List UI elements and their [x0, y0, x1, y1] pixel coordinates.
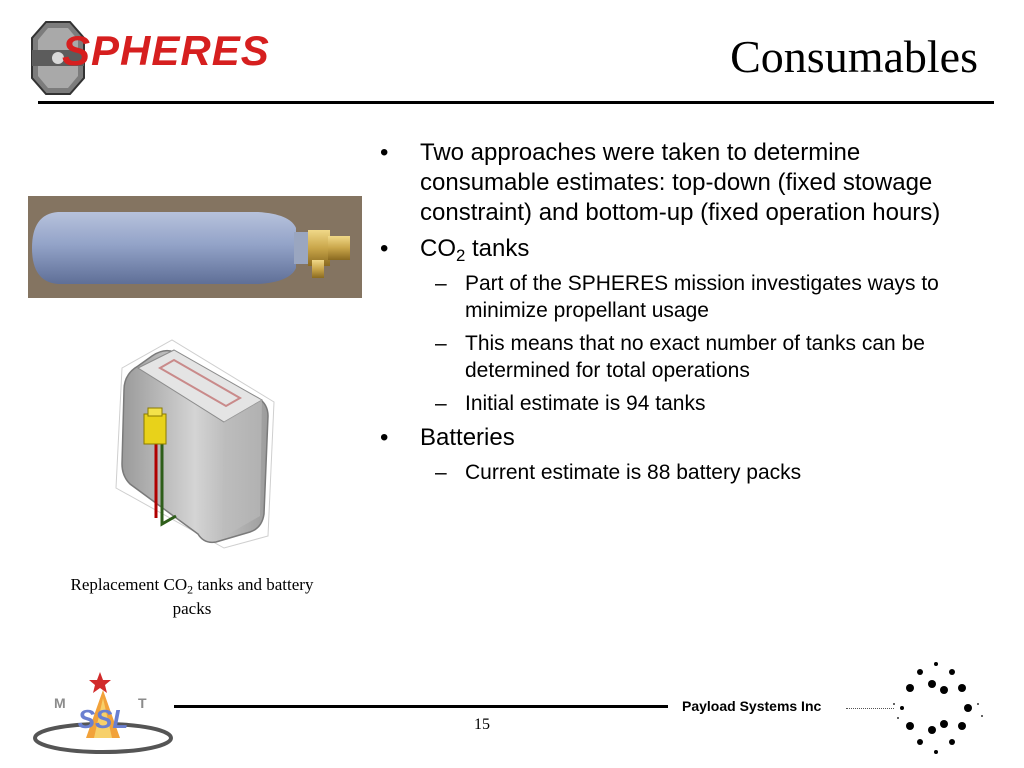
- sub-bullet-battery-estimate: – Current estimate is 88 battery packs: [435, 461, 802, 484]
- spheres-logo-text: SPHERES: [62, 27, 270, 74]
- bullet-co2-tanks: • $CO_2$ tanks: [380, 235, 530, 266]
- battery-pack-illustration: [112, 338, 278, 550]
- bullet-batteries: • Batteries: [380, 424, 515, 451]
- bullet-marker: •: [380, 424, 389, 451]
- co2-tank-photo: [28, 196, 362, 298]
- footer-divider: [174, 705, 668, 708]
- page-number: 15: [474, 716, 490, 733]
- sub-bullet-initial-estimate: – Initial estimate is 94 tanks: [435, 392, 706, 415]
- bullet-approaches: • Two approaches were taken to determine consumable estimates: top-down (fixed stowage constraint) and bottom-up (fixed operation hours): [380, 139, 941, 226]
- title-divider: [38, 101, 994, 104]
- svg-text:M: M: [54, 695, 66, 711]
- footer-company-name: Payload Systems Inc: [682, 698, 822, 714]
- dash-marker: –: [435, 272, 447, 295]
- image-caption: Replacement $CO_2$ tanks and battery packs: [70, 575, 314, 618]
- ssl-logo-text: SSL: [77, 704, 129, 734]
- dash-marker: –: [435, 461, 447, 484]
- sub-bullet-no-exact-number: – This means that no exact number of tanks can be determined for total operations: [435, 332, 925, 382]
- dash-marker: –: [435, 332, 447, 355]
- slide-title: Consumables: [730, 31, 978, 82]
- sub-bullet-mission: – Part of the SPHERES mission investigates ways to minimize propellant usage: [435, 272, 939, 322]
- svg-text:T: T: [138, 695, 147, 711]
- bullet-marker: •: [380, 235, 389, 262]
- mit-ssl-logo: [30, 668, 176, 756]
- footer-dotted-line: [846, 708, 894, 709]
- payload-systems-logo: [888, 656, 988, 760]
- bullet-marker: •: [380, 139, 389, 166]
- dash-marker: –: [435, 392, 447, 415]
- bullet-list: [380, 138, 980, 492]
